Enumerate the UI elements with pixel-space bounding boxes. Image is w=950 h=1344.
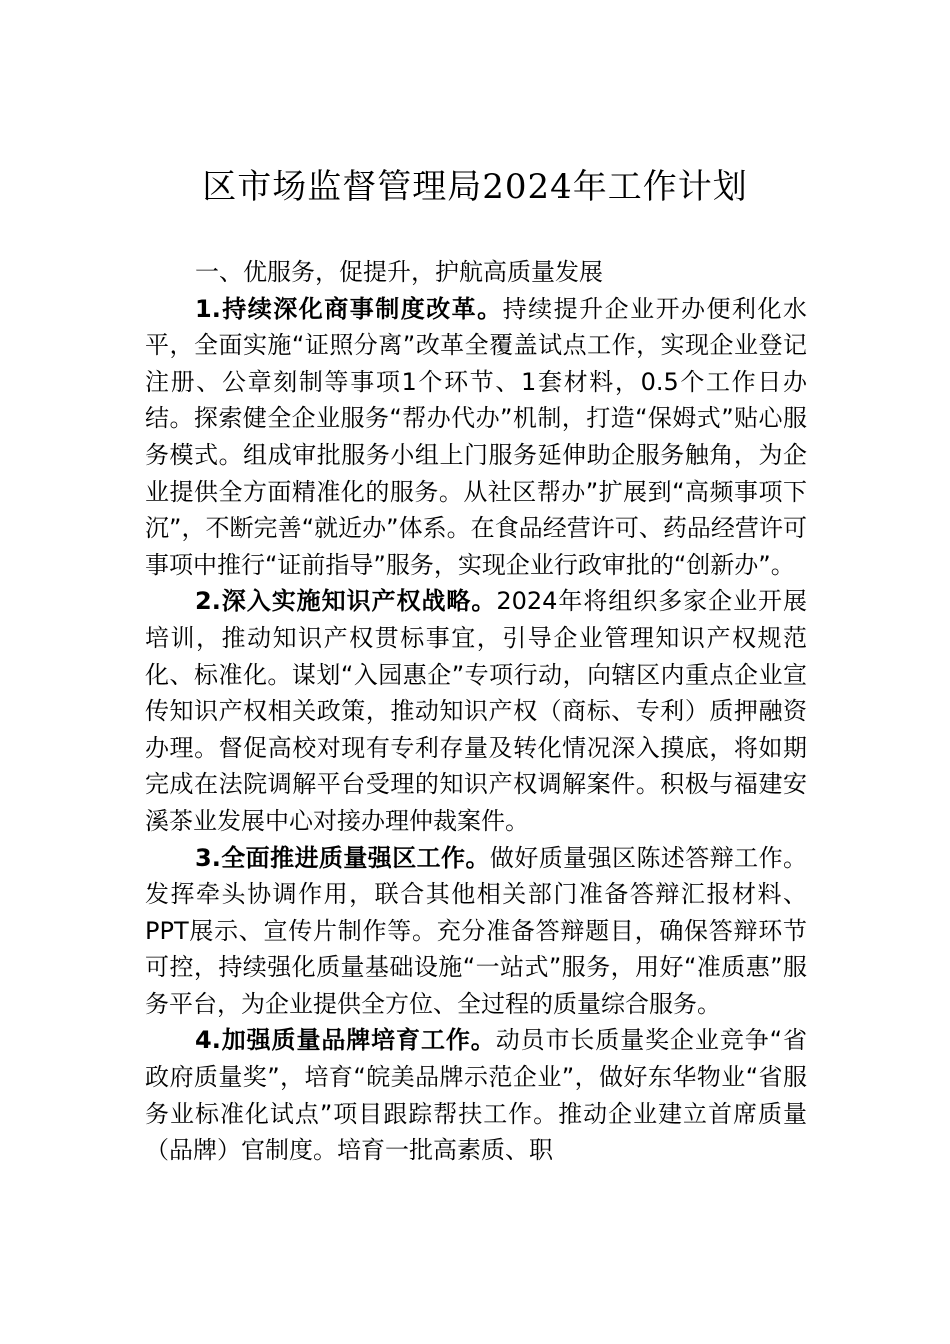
item-3-lead: 3.全面推进质量强区工作。 [195,843,490,872]
paragraph-item-3 [145,840,807,1023]
item-2-text: 2024年将组织多家企业开展培训，推动知识产权贯标事宜，引导企业管理知识产权规范化、标准化。谋划“入园惠企”专项行动，向辖区内重点企业宣传知识产权相关政策，推动知识产权（商标、专利）质押融资办理。督促高校对现有专利存量及转化情况深入摸底，将如期完成在法院调解平台受理的知识产权调解案件。积极与福建安溪茶业发展中心对接办理仲裁案件。 [145,587,807,835]
item-3-text: 做好质量强区陈述答辩工作。发挥牵头协调作用，联合其他相关部门准备答辩汇报材料、PPT展示、宣传片制作等。充分准备答辩题目，确保答辩环节可控，持续强化质量基础设施“一站式”服务，用好“准质惠”服务平台，为企业提供全方位、全过程的质量综合服务。 [145,843,807,1018]
paragraph-item-2 [145,583,807,839]
section-heading: 一、优服务，促提升，护航高质量发展 [195,258,603,286]
document-title: 区市场监督管理局2024年工作计划 [202,167,748,207]
item-4-lead: 4.加强质量品牌培育工作。 [195,1026,496,1055]
item-1-lead: 1.持续深化商事制度改革。 [195,294,503,323]
paragraph-item-4 [145,1022,807,1168]
item-4-text: 动员市长质量奖企业竞争“省政府质量奖”，培育“皖美品牌示范企业”，做好东华物业“省服务业标准化试点”项目跟踪帮扶工作。推动企业建立首席质量（品牌）官制度。培育一批高素质、职 [145,1026,807,1165]
paragraph-item-1 [145,291,807,584]
document-body [145,254,807,1169]
item-2-lead: 2.深入实施知识产权战略。 [195,587,497,616]
item-1-text: 持续提升企业开办便利化水平，全面实施“证照分离”改革全覆盖试点工作，实现企业登记注册、公章刻制等事项1个环节、1套材料，0.5个工作日办结。探索健全企业服务“帮办代办”机制，打造“保姆式”贴心服务模式。组成审批服务小组上门服务延伸助企服务触角，为企业提供全方面精准化的服务。从社区帮办”扩展到“高频事项下沉”，不断完善“就近办”体系。在食品经营许可、药品经营许可事项中推行“证前指导”服务，实现企业行政审批的“创新办”。 [145,294,807,579]
